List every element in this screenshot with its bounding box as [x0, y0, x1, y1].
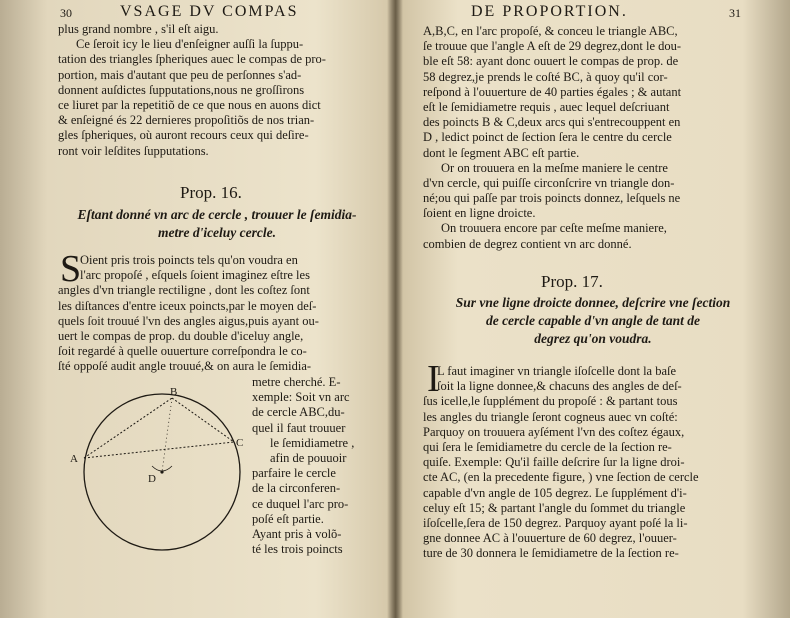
text-line: gne donnee AC à l'ouuerture de 60 degrez, l'ouuer- [423, 531, 677, 546]
text-line: ble eſt 58: ayant donc ouuert le compas de prop. de [423, 54, 679, 69]
text-line: reſpond à l'ouuerture de 40 parties égales ; & autant [423, 84, 682, 99]
text-line: ſus icelle,le ſupplément du propoſé : & partant tous [423, 394, 678, 409]
text-line: poſé eſt partie. [252, 511, 324, 526]
text-line: ſe trouue que l'angle A eſt de 29 degrez,dont le dou- [423, 39, 682, 54]
text-line: donnent auſdictes ſupputations,nous ne groſſirons [58, 82, 305, 97]
text-line: les angles du triangle ſeront cogneus auec vn coſté: [423, 409, 678, 424]
text-line: quel il faut trouuer [252, 420, 346, 435]
left-page-number: 30 [60, 6, 72, 20]
text-line: combien de degrez contient vn arc donné. [423, 236, 632, 251]
text-line: gles ſpheriques, où auront recours ceux qui deſire- [58, 128, 309, 143]
text-line: iſoſcelle,ſera de 150 degrez. Parquoy ayant poſé la li- [423, 515, 688, 530]
text-line: ce duquel l'arc pro- [252, 496, 349, 511]
text-line: ſoient en ligne droicte. [423, 206, 536, 221]
subtitle-line: Eſtant donné vn arc de cercle , trouuer le ſemidia- [77, 207, 357, 222]
text-line: Parquoy on trouuera ayſément l'vn des coſtez égaux, [423, 424, 685, 439]
figure-line-ac [84, 442, 234, 458]
text-line: uert le compas de prop. du double d'iceluy angle, [58, 328, 304, 343]
text-line: ture de 30 donnera le ſemidiametre de la ſection re- [423, 546, 679, 561]
text-line: & enſeigné és 22 dernieres propoſitiõs de nos trian- [58, 113, 315, 128]
left-running-head: VSAGE DV COMPAS [120, 3, 299, 20]
text-line: ſoit regardé à quelle ouuerture correſpondra le co- [58, 344, 307, 359]
text-line: D , ledict poinct de ſection ſera le centre du cercle [423, 130, 672, 145]
text-line: Ayant pris à volõ- [252, 526, 342, 541]
text-line: ſté oppoſé audit angle trouué,& on aura le ſemidia- [58, 359, 312, 374]
text-line: ſoit la ligne donnee,& chacuns des angles de deſ- [437, 379, 682, 394]
text-line: qui ſera le ſemidiametre du cercle de la ſection re- [423, 439, 672, 454]
right-intro-text [423, 24, 681, 252]
text-line: cte AC, (en la precedente figure, ) vne ſection de cercle [423, 470, 699, 485]
prop-17-body [423, 364, 699, 561]
right-page [397, 0, 790, 618]
right-page-number: 31 [729, 6, 741, 20]
text-line: tation des triangles ſpheriques auec le compas de pro- [58, 52, 326, 67]
text-line: capable d'vn angle de 105 degrez. Le ſupplément d'i- [423, 485, 687, 500]
circle-figure [66, 386, 252, 556]
prop-17-title: Prop. 17. [541, 272, 603, 291]
text-line: d'vn cercle, qui puiſſe circonſcrire vn triangle don- [423, 175, 675, 190]
text-line: plus grand nombre , s'il eſt aigu. [58, 22, 219, 36]
text-line: Or on trouuera en la meſme maniere le centre [441, 160, 668, 175]
subtitle-line: Sur vne ligne droicte donnee, deſcrire vne ſection [455, 295, 731, 310]
figure-label-b: B [170, 386, 178, 398]
prop-16-narrow-text [252, 375, 354, 557]
text-line: afin de pouuoir [270, 450, 347, 465]
text-line: ront voir leſdites ſupputations. [58, 143, 209, 158]
left-intro-text [58, 22, 326, 159]
text-line: parfaire le cercle [252, 466, 336, 481]
text-line: metre cherché. E- [252, 375, 341, 389]
figure-label-d: D [148, 473, 156, 485]
figure-label-a: A [70, 453, 78, 465]
text-line: les diſtances d'entre iceux poincts,par le moyen deſ- [58, 298, 317, 313]
subtitle-line: metre d'iceluy cercle. [157, 225, 277, 240]
figure-line-bd [162, 398, 172, 472]
figure-label-c: C [236, 437, 244, 449]
text-line: des poincts B & C,deux arcs qui s'entrecouppent en [423, 115, 681, 130]
text-line: portion, mais d'autant que peu de perſonnes s'ad- [58, 67, 302, 82]
prop-16-title: Prop. 16. [180, 183, 242, 202]
text-line: de cercle ABC,du- [252, 405, 345, 420]
text-line: té les trois poincts [252, 542, 343, 557]
prop-17-subtitle [423, 294, 763, 348]
subtitle-line: degrez qu'on voudra. [534, 331, 652, 346]
text-line: l'arc propoſé , eſquels ſoient imaginez eſtre les [80, 268, 310, 283]
text-line: L faut imaginer vn triangle iſoſcelle dont la baſe [437, 364, 677, 378]
text-line: 58 degrez,je prends le coſté BC, à quoy qu'il cor- [423, 69, 668, 84]
text-line: quels ſoit trouué l'vn des angles aigus,puis ayant ou- [58, 313, 319, 328]
text-line: celuy eſt 15; & partant l'angle du ſommet du triangle [423, 500, 686, 515]
text-line: xemple: Soit vn arc [252, 390, 350, 405]
text-line: A,B,C, en l'arc propoſé, & conceu le triangle ABC, [423, 24, 678, 38]
text-line: eſt le ſemidiametre requis , auec lequel deſcriuant [423, 99, 670, 114]
text-line: né;ou qui paſſe par trois poincts donnez, leſquels ne [423, 191, 681, 206]
text-line: ce liuret par la repetitiõ de ce que nous en auons dict [58, 97, 321, 112]
figure-point-d [160, 470, 163, 473]
text-line: Ce ſeroit icy le lieu d'enſeigner auſſi la ſuppu- [76, 37, 304, 52]
subtitle-line: de cercle capable d'vn angle de tant de [485, 313, 701, 328]
left-page [0, 0, 393, 618]
text-line: Oient pris trois poincts tels qu'on voudra en [80, 253, 298, 267]
text-line: le ſemidiametre , [270, 435, 355, 450]
drop-cap: I [427, 358, 440, 400]
figure-line-bc [172, 398, 234, 442]
right-running-head: DE PROPORTION. [471, 3, 628, 20]
prop-16-subtitle [58, 206, 376, 242]
prop-16-body [58, 253, 319, 375]
text-line: dont le ſegment ABC eſt partie. [423, 145, 580, 160]
text-line: quiſe. Exemple: Qu'il faille deſcrire ſur la ligne droi- [423, 455, 685, 470]
text-line: angles d'vn triangle rectiligne , dont les coſtez ſont [58, 283, 310, 298]
drop-cap: S [60, 248, 82, 290]
text-line: de la circonferen- [252, 481, 341, 496]
text-line: On trouuera encore par ceſte meſme maniere, [441, 221, 667, 236]
